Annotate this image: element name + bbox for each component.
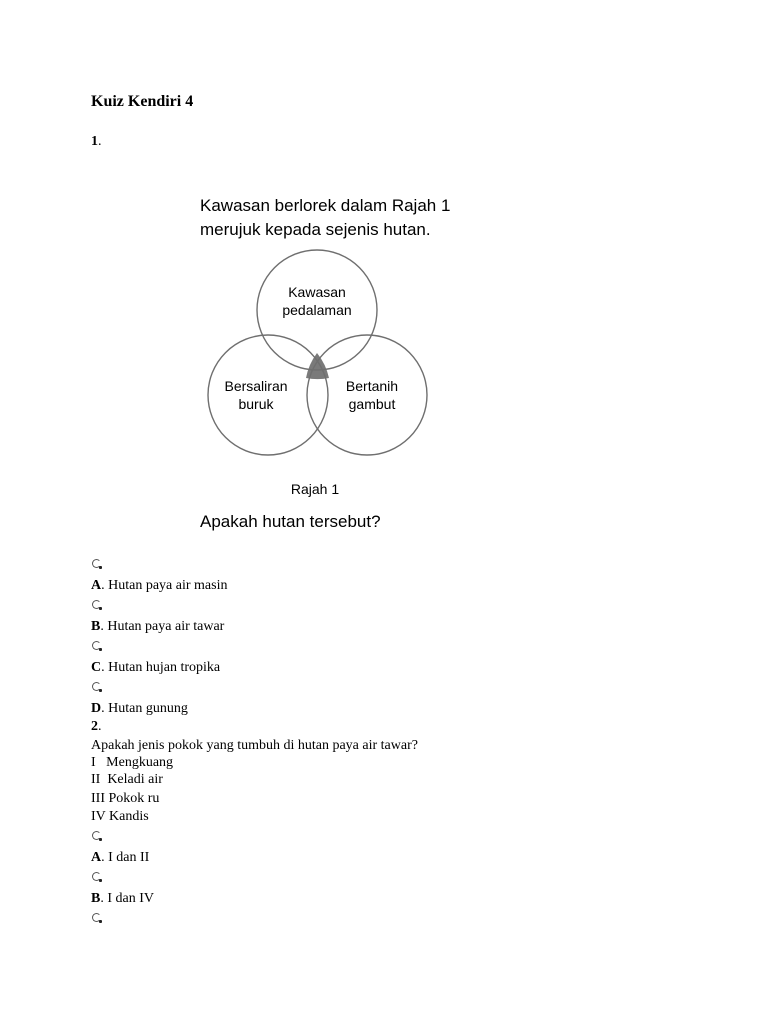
circle-top-label-2: pedalaman [282, 302, 352, 318]
option-b-radio[interactable] [92, 600, 101, 609]
figure-prompt-line-2: merujuk kepada sejenis hutan. [200, 220, 431, 239]
figure-caption: Rajah 1 [290, 481, 340, 497]
question-2-number-text: 2 [91, 719, 98, 734]
q2-option-b: B. I dan IV [91, 891, 154, 906]
q1-option-c-letter: C [91, 660, 102, 675]
q1-option-c: C. Hutan hujan tropika [91, 660, 221, 675]
question-2-text: Apakah jenis pokok yang tumbuh di hutan paya air tawar? [91, 738, 418, 753]
q2-option-a: A. I dan II [91, 850, 150, 865]
question-1-number: 1. [91, 134, 102, 149]
option-d-radio[interactable] [92, 682, 101, 691]
q2-option-a-letter: A [91, 850, 102, 865]
q1-option-d: D. Hutan gunung [91, 701, 188, 716]
circle-right-label-2: gambut [348, 396, 396, 412]
q2-option-a-text: I dan II [104, 850, 150, 865]
q1-option-a: A. Hutan paya air masin [91, 578, 228, 593]
circle-left-label-2: buruk [238, 396, 274, 412]
venn-diagram-figure [190, 185, 460, 535]
shaded-intersection-region [306, 353, 329, 379]
q2-option-b-letter: B [91, 891, 101, 906]
circle-top-label-1: Kawasan [288, 284, 346, 300]
q2-item-3: III Pokok ru [91, 791, 160, 806]
q2-item-2: II Keladi air [91, 772, 163, 787]
circle-left-label-1: Bersaliran [224, 378, 288, 394]
page-title: Kuiz Kendiri 4 [91, 93, 194, 110]
circle-left [208, 335, 328, 455]
circle-right [307, 335, 427, 455]
circle-right-label-1: Bertanih [345, 378, 399, 394]
q2-option-b-radio[interactable] [92, 872, 101, 881]
q1-option-b-text: Hutan paya air tawar [103, 619, 225, 634]
question-1-number-text: 1 [91, 134, 98, 149]
q2-option-b-text: I dan IV [103, 891, 154, 906]
q1-option-a-letter: A [91, 578, 102, 593]
option-c-radio[interactable] [92, 641, 101, 650]
q1-option-b: B. Hutan paya air tawar [91, 619, 225, 634]
q1-option-b-letter: B [91, 619, 101, 634]
q1-option-d-letter: D [91, 701, 102, 716]
figure-question: Apakah hutan tersebut? [200, 512, 381, 531]
q2-item-1: I Mengkuang [91, 755, 174, 770]
q1-option-c-text: Hutan hujan tropika [104, 660, 221, 675]
q1-option-d-text: Hutan gunung [104, 701, 188, 716]
q1-option-a-text: Hutan paya air masin [104, 578, 228, 593]
q2-option-a-radio[interactable] [92, 831, 101, 840]
q2-option-c-radio[interactable] [92, 913, 101, 922]
figure-prompt-line-1: Kawasan berlorek dalam Rajah 1 [200, 196, 451, 215]
question-2-number: 2. [91, 719, 102, 734]
option-a-radio[interactable] [92, 559, 101, 568]
q2-item-4: IV Kandis [91, 809, 149, 824]
